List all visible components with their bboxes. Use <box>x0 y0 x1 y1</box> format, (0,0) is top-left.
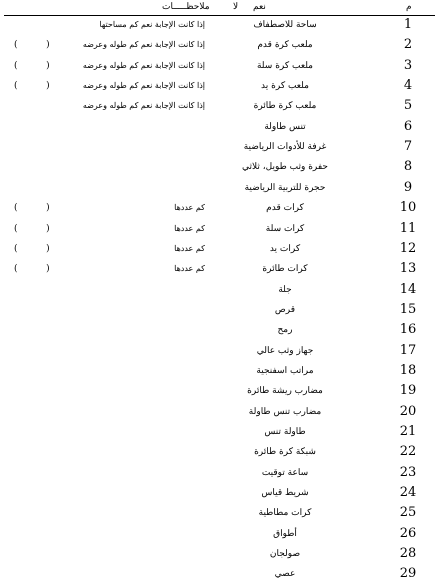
row-number: 1 <box>403 17 413 32</box>
header-yes: نعم <box>253 2 266 12</box>
item-note: إذا كانت الإجابة نعم كم طوله وعرضه <box>82 81 205 91</box>
item-name: شبكة كرة طائرة <box>254 447 316 458</box>
table-row <box>0 239 439 259</box>
table-row <box>0 259 439 279</box>
item-name: ملعب كرة يد <box>261 81 309 92</box>
row-number: 28 <box>399 546 417 562</box>
item-name: ملعب كرة طائرة <box>253 101 317 112</box>
row-number: 12 <box>399 240 417 256</box>
item-name: قرص <box>274 304 296 315</box>
row-number: 13 <box>399 261 417 277</box>
item-name: طاولة تنس <box>264 427 306 437</box>
table-row <box>0 96 439 116</box>
item-note: كم عددها <box>174 264 205 274</box>
row-number: 8 <box>403 159 413 175</box>
header-notes: ملاحظـــــات <box>162 2 210 12</box>
item-note: كم عددها <box>174 223 205 233</box>
item-name: ساعة توقيت <box>261 467 309 478</box>
item-name: كرات طائرة <box>262 264 308 275</box>
row-number: 11 <box>399 220 417 236</box>
item-note: إذا كانت الإجابة نعم كم طوله وعرضه <box>82 60 205 70</box>
table-row <box>0 117 439 137</box>
row-number: 15 <box>399 301 417 317</box>
row-number: 7 <box>403 139 413 155</box>
table-row <box>0 503 439 523</box>
row-number: 5 <box>403 98 413 114</box>
table-row <box>0 524 439 544</box>
table-row <box>0 544 439 564</box>
item-name: غرفة للأدوات الرياضية <box>243 142 327 153</box>
item-name: حفرة وثب طويل، ثلاثي <box>242 162 328 173</box>
row-number: 10 <box>399 200 417 216</box>
row-number: 16 <box>399 322 417 338</box>
item-name: صولجان <box>269 549 301 560</box>
row-number: 29 <box>399 566 417 582</box>
table-row <box>0 280 439 300</box>
table-row <box>0 219 439 239</box>
row-number: 14 <box>399 281 417 297</box>
item-name: كرات قدم <box>266 203 304 214</box>
table-row <box>0 198 439 218</box>
item-name: مراتب اسفنجية <box>256 365 314 376</box>
table-row <box>0 463 439 483</box>
item-name: ملعب كرة قدم <box>257 40 313 51</box>
table-header <box>0 0 439 16</box>
row-number: 4 <box>403 78 413 94</box>
item-name: ساحة للاصطفاف <box>253 20 317 30</box>
item-name: أطواق <box>273 528 297 539</box>
row-number: 2 <box>403 37 413 53</box>
count-blank: ( ) <box>14 243 50 254</box>
count-blank: ( ) <box>14 223 50 234</box>
row-number: 3 <box>403 57 413 73</box>
table-row <box>0 361 439 381</box>
row-number: 19 <box>399 383 417 399</box>
item-note: إذا كانت الإجابة نعم كم مساحتها <box>99 20 205 29</box>
row-number: 6 <box>403 118 413 134</box>
table-row <box>0 56 439 76</box>
count-blank: ( ) <box>14 81 50 92</box>
header-number: م <box>406 2 412 12</box>
item-name: ملعب كرة سلة <box>256 60 313 71</box>
row-number: 20 <box>399 403 417 419</box>
item-name: حجرة للتربية الرياضية <box>244 182 326 193</box>
row-number: 17 <box>399 342 417 358</box>
item-name: مضارب تنس طاولة <box>248 406 322 417</box>
table-row <box>0 178 439 198</box>
item-name: كرات مطاطية <box>258 508 312 519</box>
item-name: مضارب ريشة طائرة <box>247 386 323 397</box>
count-blank: ( ) <box>14 203 50 214</box>
item-name: كرات سلة <box>265 223 305 234</box>
table-row <box>0 422 439 442</box>
item-name: جهاز وثب عالي <box>256 345 314 356</box>
table-row <box>0 564 439 584</box>
table-row <box>0 483 439 503</box>
table-row <box>0 381 439 401</box>
item-name: عصي <box>274 569 296 580</box>
row-number: 25 <box>399 505 417 521</box>
item-name: رمح <box>277 325 293 336</box>
row-number: 21 <box>399 424 417 439</box>
row-number: 24 <box>399 485 417 501</box>
table-row <box>0 402 439 422</box>
table-row <box>0 320 439 340</box>
item-note: إذا كانت الإجابة نعم كم طوله وعرضه <box>82 101 205 111</box>
item-name: جلة <box>278 284 292 295</box>
row-number: 26 <box>399 525 417 541</box>
row-number: 23 <box>399 464 417 480</box>
row-number: 22 <box>399 444 417 460</box>
item-note: كم عددها <box>174 203 205 213</box>
count-blank: ( ) <box>14 60 50 71</box>
table-row <box>0 442 439 462</box>
item-note: إذا كانت الإجابة نعم كم طوله وعرضه <box>82 40 205 50</box>
row-number: 18 <box>399 362 417 378</box>
table-row <box>0 157 439 177</box>
table-row <box>0 300 439 320</box>
item-name: كرات يد <box>269 243 301 254</box>
table-row <box>0 15 439 35</box>
item-name: شريط قياس <box>261 488 309 499</box>
header-no: لا <box>233 2 239 12</box>
item-note: كم عددها <box>174 243 205 253</box>
item-name: تنس طاولة <box>264 121 306 132</box>
count-blank: ( ) <box>14 264 50 275</box>
count-blank: ( ) <box>14 40 50 51</box>
table-row <box>0 76 439 96</box>
table-row <box>0 341 439 361</box>
table-row <box>0 137 439 157</box>
table-row <box>0 35 439 55</box>
row-number: 9 <box>403 179 413 195</box>
